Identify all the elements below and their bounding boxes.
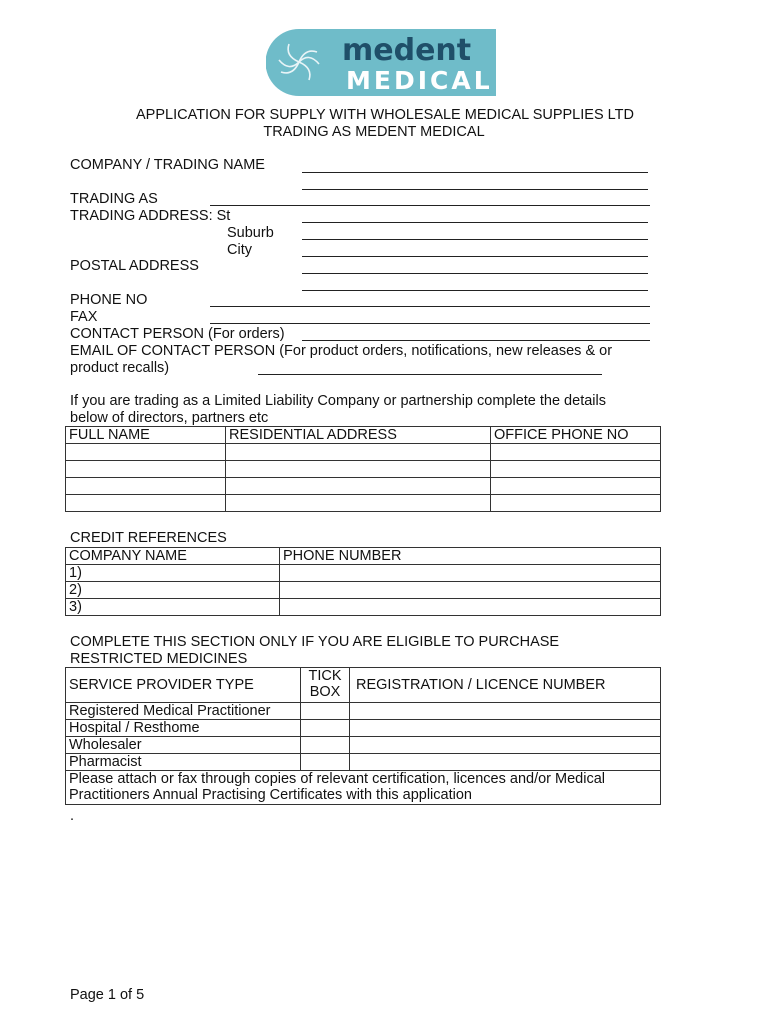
- table-header-row: [66, 427, 661, 444]
- registration-cell[interactable]: [350, 737, 661, 754]
- col-company-name: COMPANY NAME: [66, 548, 280, 565]
- registration-cell[interactable]: [350, 703, 661, 720]
- stray-dot: .: [70, 808, 75, 824]
- table-cell[interactable]: [491, 495, 661, 512]
- col-full-name: FULL NAME: [66, 427, 226, 444]
- table-cell[interactable]: [226, 444, 491, 461]
- phone-field[interactable]: [210, 306, 650, 307]
- attachment-note: [66, 771, 661, 805]
- company-name-field[interactable]: [302, 172, 648, 173]
- logo-text-medent: medent: [342, 33, 472, 68]
- table-row: [66, 737, 661, 754]
- registration-cell[interactable]: [350, 720, 661, 737]
- postal-address-field[interactable]: [302, 273, 648, 274]
- credit-references-table: [65, 547, 661, 616]
- table-row: [66, 703, 661, 720]
- fax-label: FAX: [70, 309, 98, 325]
- tick-header-line2: BOX: [309, 684, 341, 700]
- table-header-row: [66, 548, 661, 565]
- suburb-label: Suburb: [227, 225, 274, 241]
- col-registration-number: REGISTRATION / LICENCE NUMBER: [350, 668, 661, 703]
- table-cell[interactable]: [226, 461, 491, 478]
- trading-address-label: TRADING ADDRESS: St: [70, 208, 231, 224]
- provider-type-pharmacist: Pharmacist: [66, 754, 301, 771]
- col-office-phone: OFFICE PHONE NO: [491, 427, 661, 444]
- note-line2: Practitioners Annual Practising Certificates with this application: [69, 787, 472, 803]
- postal-address-field-2[interactable]: [302, 290, 648, 291]
- directors-intro-line1: If you are trading as a Limited Liability Company or partnership complete the details: [70, 393, 606, 409]
- restricted-table: [65, 667, 661, 805]
- table-cell[interactable]: [280, 565, 661, 582]
- contact-person-field[interactable]: [302, 340, 650, 341]
- trading-as-field[interactable]: [210, 205, 650, 206]
- table-cell[interactable]: [280, 599, 661, 616]
- directors-intro-line2: below of directors, partners etc: [70, 410, 269, 426]
- doc-title-line2: TRADING AS MEDENT MEDICAL: [263, 124, 485, 140]
- provider-type-hospital: Hospital / Resthome: [66, 720, 301, 737]
- table-cell[interactable]: [491, 478, 661, 495]
- table-row: [66, 565, 661, 582]
- credit-references-heading: CREDIT REFERENCES: [70, 530, 227, 546]
- note-line1: Please attach or fax through copies of relevant certification, licences and/or Medical: [69, 771, 605, 787]
- table-row: [66, 495, 661, 512]
- trading-as-label: TRADING AS: [70, 191, 158, 207]
- table-row: [66, 444, 661, 461]
- registration-cell[interactable]: [350, 754, 661, 771]
- logo-text-medical: MEDICAL: [346, 66, 493, 95]
- table-cell[interactable]: [66, 444, 226, 461]
- table-cell[interactable]: [226, 495, 491, 512]
- table-row: [66, 771, 661, 805]
- credit-row-3[interactable]: 3): [66, 599, 280, 616]
- provider-type-medical-practitioner: Registered Medical Practitioner: [66, 703, 301, 720]
- directors-table: [65, 426, 661, 512]
- table-row: [66, 461, 661, 478]
- table-cell[interactable]: [491, 461, 661, 478]
- page-number: Page 1 of 5: [70, 987, 145, 1003]
- company-logo: [266, 29, 496, 96]
- col-phone-number: PHONE NUMBER: [280, 548, 661, 565]
- table-row: [66, 754, 661, 771]
- postal-address-label: POSTAL ADDRESS: [70, 258, 199, 274]
- table-row: [66, 720, 661, 737]
- table-cell[interactable]: [66, 495, 226, 512]
- table-row: [66, 582, 661, 599]
- email-label-line2: product recalls): [70, 360, 170, 376]
- company-name-label: COMPANY / TRADING NAME: [70, 157, 265, 173]
- table-cell[interactable]: [66, 478, 226, 495]
- provider-type-wholesaler: Wholesaler: [66, 737, 301, 754]
- col-residential-address: RESIDENTIAL ADDRESS: [226, 427, 491, 444]
- suburb-field[interactable]: [302, 239, 648, 240]
- table-cell[interactable]: [491, 444, 661, 461]
- tick-header-line1: TICK: [308, 668, 342, 684]
- contact-person-label: CONTACT PERSON (For orders): [70, 326, 285, 342]
- street-field[interactable]: [302, 222, 648, 223]
- table-row: [66, 599, 661, 616]
- email-field[interactable]: [258, 374, 602, 375]
- tick-box[interactable]: [301, 703, 350, 720]
- table-cell[interactable]: [280, 582, 661, 599]
- phone-label: PHONE NO: [70, 292, 148, 308]
- city-field[interactable]: [302, 256, 648, 257]
- company-name-field-2[interactable]: [302, 189, 648, 190]
- table-cell[interactable]: [66, 461, 226, 478]
- table-header-row: [66, 668, 661, 703]
- restricted-intro-line1: COMPLETE THIS SECTION ONLY IF YOU ARE ELIGIBLE TO PURCHASE: [70, 634, 560, 650]
- table-row: [66, 478, 661, 495]
- email-label-line1: EMAIL OF CONTACT PERSON (For product orders, notifications, new releases & or: [70, 343, 613, 359]
- tick-box[interactable]: [301, 720, 350, 737]
- credit-row-2[interactable]: 2): [66, 582, 280, 599]
- doc-title-line1: APPLICATION FOR SUPPLY WITH WHOLESALE MEDICAL SUPPLIES LTD: [136, 107, 634, 123]
- city-label: City: [227, 242, 252, 258]
- col-service-provider-type: SERVICE PROVIDER TYPE: [66, 668, 301, 703]
- logo-graphic: [266, 29, 496, 96]
- table-cell[interactable]: [226, 478, 491, 495]
- fax-field[interactable]: [210, 323, 650, 324]
- tick-box[interactable]: [301, 754, 350, 771]
- tick-box[interactable]: [301, 737, 350, 754]
- credit-row-1[interactable]: 1): [66, 565, 280, 582]
- restricted-intro-line2: RESTRICTED MEDICINES: [70, 651, 248, 667]
- col-tick-box: [301, 668, 350, 703]
